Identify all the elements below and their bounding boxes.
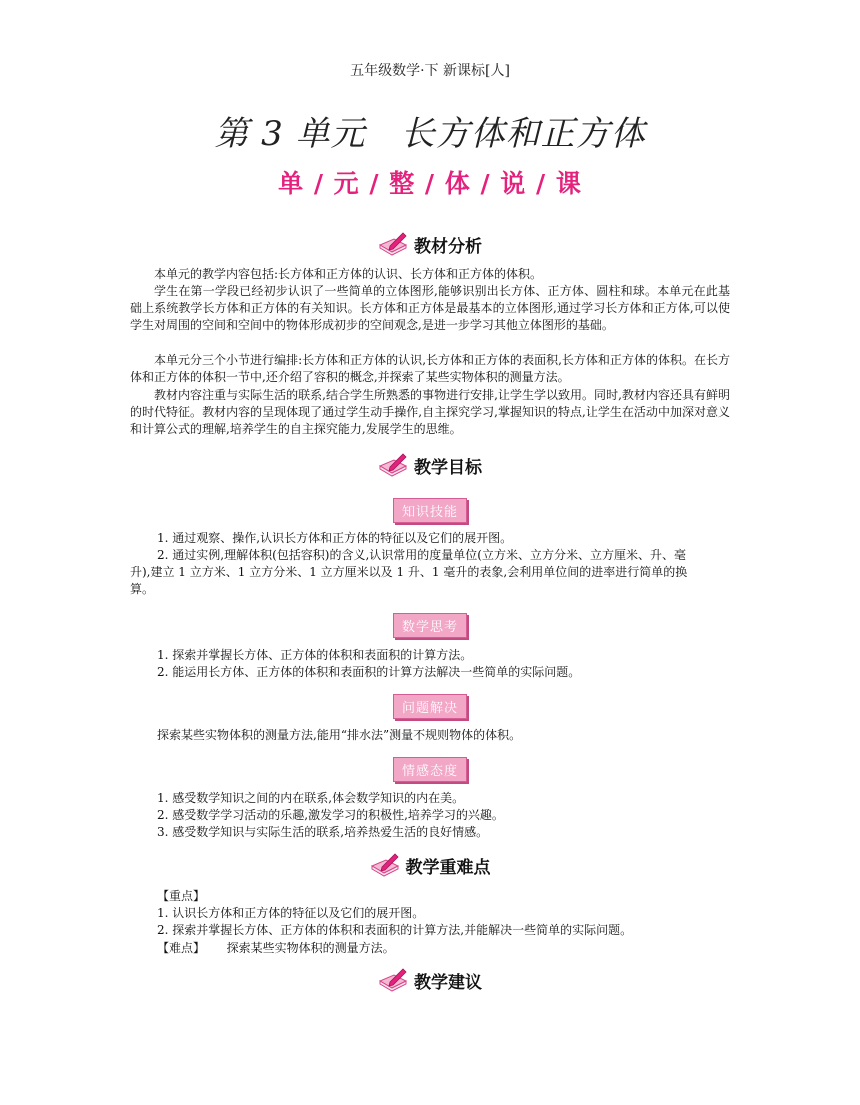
list-item: 3. 感受数学知识与实际生活的联系,培养热爱生活的良好情感。 — [157, 825, 489, 839]
analysis-paragraph: 教材内容注重与实际生活的联系,结合学生所熟悉的事物进行安排,让学生学以致用。同时,教材内容还具有鲜明的时代特征。教材内容的呈现体现了通过学生动手操作,自主探究学习,掌握知识的特点,让学生在活动中加深对意义和计算公式的理解,培养学生的自主探究能力,发展学生的思维。 — [130, 388, 730, 436]
section-heading-key-points — [0, 851, 860, 879]
tag-label: 知识技能 — [393, 498, 467, 523]
pencil-book-icon — [378, 452, 408, 478]
tag-label: 情感态度 — [393, 757, 467, 782]
section-heading-goals — [0, 451, 860, 479]
section-heading-suggestions — [0, 966, 860, 994]
thinking-list — [157, 647, 732, 681]
attitude-list — [157, 790, 732, 841]
unit-subtitle: 单 / 元 / 整 / 体 / 说 / 课 — [278, 169, 582, 198]
pencil-book-icon — [378, 967, 408, 993]
list-item-continued: 算。 — [130, 582, 155, 596]
key-list — [157, 905, 732, 939]
analysis-paragraph: 本单元分三个小节进行编排:长方体和正方体的认识,长方体和正方体的表面积,长方体和正方体的体积。在长方体和正方体的体积一节中,还介绍了容积的概念,并探索了某些实物体积的测量方法。 — [130, 353, 730, 384]
unit-title: 第 3 单元 长方体和正方体 — [214, 114, 646, 154]
tag-label: 问题解决 — [393, 694, 467, 719]
list-item: 1. 通过观察、操作,认识长方体和正方体的特征以及它们的展开图。 — [157, 531, 513, 545]
pencil-book-icon — [370, 852, 400, 878]
page-header: 五年级数学·下 新课标[人] — [350, 63, 510, 79]
section-title: 教学重难点 — [405, 857, 491, 878]
pencil-book-icon — [378, 231, 408, 257]
list-item-continued: 升),建立 1 立方米、1 立方分米、1 立方厘米以及 1 升、1 毫升的表象,会利用单位间的进率进行简单的换 — [130, 565, 688, 579]
list-item: 2. 感受数学学习活动的乐趣,激发学习的积极性,培养学习的兴趣。 — [157, 808, 504, 822]
difficulty-text: 探索某些实物体积的测量方法。 — [226, 941, 395, 955]
list-item: 1. 感受数学知识之间的内在联系,体会数学知识的内在美。 — [157, 791, 465, 805]
tag-thinking — [0, 613, 860, 638]
knowledge-list — [157, 530, 732, 564]
list-item: 2. 探索并掌握长方体、正方体的体积和表面积的计算方法,并能解决一些简单的实际问题。 — [157, 923, 633, 937]
analysis-paragraph: 本单元的教学内容包括:长方体和正方体的认识、长方体和正方体的体积。 — [154, 267, 543, 281]
tag-label: 数学思考 — [393, 613, 467, 638]
section-heading-analysis — [0, 230, 860, 258]
tag-knowledge — [0, 498, 860, 523]
list-item: 2. 能运用长方体、正方体的体积和表面积的计算方法解决一些简单的实际问题。 — [157, 665, 581, 679]
difficulty-label: 【难点】 — [157, 941, 206, 955]
list-item: 1. 认识长方体和正方体的特征以及它们的展开图。 — [157, 906, 425, 920]
section-title: 教材分析 — [414, 236, 482, 257]
tag-problem — [0, 694, 860, 719]
section-title: 教学目标 — [414, 457, 482, 478]
key-label: 【重点】 — [157, 889, 206, 903]
list-item: 1. 探索并掌握长方体、正方体的体积和表面积的计算方法。 — [157, 648, 473, 662]
tag-attitude — [0, 757, 860, 782]
problem-text: 探索某些实物体积的测量方法,能用“排水法”测量不规则物体的体积。 — [157, 728, 522, 742]
difficulty-row — [157, 940, 395, 957]
section-title: 教学建议 — [414, 972, 482, 993]
analysis-paragraph: 学生在第一学段已经初步认识了一些简单的立体图形,能够识别出长方体、正方体、圆柱和球。本单元在此基础上系统教学长方体和正方体的有关知识。长方体和正方体是最基本的立体图形,通过学习长方体和正方体,可以使学生对周围的空间和空间中的物体形成初步的空间观念,是进一步学习其他立体图形的基础。 — [130, 284, 730, 332]
list-item: 2. 通过实例,理解体积(包括容积)的含义,认识常用的度量单位(立方米、立方分米、立方厘米、升、毫 — [157, 548, 686, 562]
